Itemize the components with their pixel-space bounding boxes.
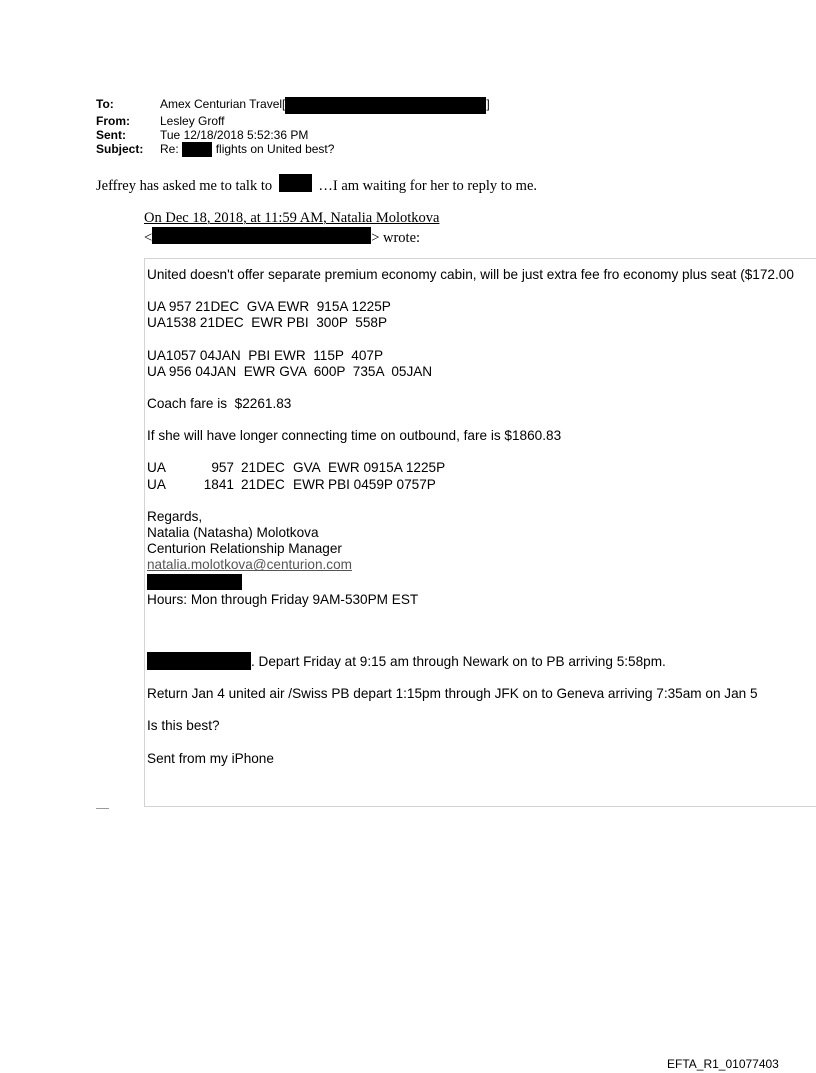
flight-date: 21DEC [241, 460, 285, 476]
subject-label: Subject: [96, 142, 144, 156]
signature-email-link[interactable]: natalia.molotkova@centurion.com [147, 557, 352, 573]
document-id: EFTA_R1_01077403 [667, 1057, 779, 1071]
flight-date: 21DEC [241, 476, 285, 492]
to-row [96, 97, 490, 114]
quote-header-line1: On Dec 18, 2018, at 11:59 AM, Natalia Molotkova [144, 210, 440, 226]
times: EWR 0915A 1225P [328, 460, 446, 476]
regards: Regards, [147, 508, 203, 524]
office-hours: Hours: Mon through Friday 9AM-530PM EST [147, 591, 419, 607]
signature [147, 509, 794, 608]
quote-open: < [144, 230, 153, 246]
quoted-message [144, 258, 816, 807]
from-row [96, 114, 490, 128]
email-header [96, 97, 490, 157]
intro-line [96, 174, 537, 195]
redaction-box [285, 97, 486, 114]
redaction-box [152, 227, 371, 244]
question-line: Is this best? [147, 718, 220, 734]
flight-number: 1841 [203, 476, 234, 492]
longer-connecting-fare: If she will have longer connecting time on outbound, fare is $1860.83 [147, 428, 562, 444]
alt-flight-block [147, 460, 794, 492]
origin: GVA [293, 460, 321, 476]
subject-prefix: Re: [160, 142, 179, 156]
quote-header [144, 210, 439, 247]
spacer [147, 624, 794, 652]
flight-line: UA 956 04JAN EWR GVA 600P 735A 05JAN [147, 363, 433, 379]
quote-close: > wrote: [371, 230, 421, 246]
return-line: Return Jan 4 united air /Swiss PB depart 1:15pm through JFK on to Geneva arriving 7:35am on Jan 5 [147, 686, 758, 702]
times: PBI 0459P 0757P [328, 476, 436, 492]
from-value: Lesley Groff [160, 114, 225, 128]
flight-block-return [147, 348, 794, 380]
flight-number: 957 [211, 460, 234, 476]
to-close: ] [486, 97, 490, 111]
divider [96, 808, 109, 809]
redaction-box [147, 574, 242, 590]
coach-fare: Coach fare is $2261.83 [147, 396, 292, 412]
depart-line [147, 652, 794, 670]
alt-flight-row [147, 460, 794, 476]
to-label: To: [96, 97, 114, 111]
airline: UA [147, 476, 166, 492]
alt-flight-row [147, 477, 794, 493]
origin: EWR [293, 476, 325, 492]
signature-title: Centurion Relationship Manager [147, 541, 342, 557]
redaction-box [279, 174, 312, 192]
sent-value: Tue 12/18/2018 5:52:36 PM [160, 128, 309, 142]
sent-from-line: Sent from my iPhone [147, 750, 274, 766]
redaction-box [147, 652, 251, 670]
to-value: Amex Centurian Travel[ [160, 97, 286, 111]
quoted-body [147, 267, 794, 783]
subject-row [96, 142, 490, 157]
sent-label: Sent: [96, 128, 126, 142]
intro-after: …I am waiting for her to reply to me. [318, 178, 538, 194]
redaction-box [182, 142, 212, 157]
sent-row [96, 128, 490, 142]
flight-line: UA 957 21DEC GVA EWR 915A 1225P [147, 299, 391, 315]
airline: UA [147, 460, 166, 476]
quote-header-line2 [144, 227, 439, 247]
signature-name: Natalia (Natasha) Molotkova [147, 525, 319, 541]
quoted-line-1: United doesn't offer separate premium economy cabin, will be just extra fee fro economy plus seat ($172.00 [147, 267, 794, 282]
flight-line: UA1538 21DEC EWR PBI 300P 558P [147, 315, 388, 331]
intro-before: Jeffrey has asked me to talk to [96, 178, 273, 194]
flight-line: UA1057 04JAN PBI EWR 115P 407P [147, 347, 384, 363]
depart-text: . Depart Friday at 9:15 am through Newark on to PB arriving 5:58pm. [251, 654, 666, 670]
redaction-line [147, 574, 794, 592]
subject-suffix: flights on United best? [215, 142, 335, 156]
from-label: From: [96, 114, 130, 128]
flight-block-outbound [147, 299, 794, 331]
